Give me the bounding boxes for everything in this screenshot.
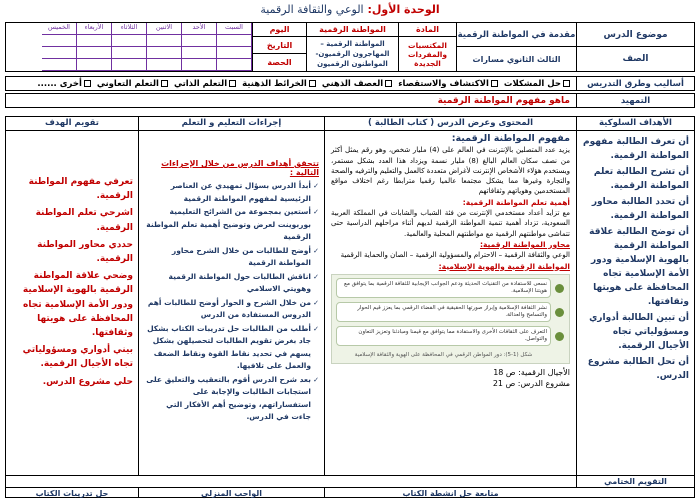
references	[331, 367, 570, 389]
procedures-column	[138, 117, 324, 475]
course-label: المادة	[398, 23, 456, 37]
figure-item: التعرف على الثقافات الأخرى والاستفادة مما يتوافق مع قيمنا ومبادئنا وتعزيز التعاون والتواصل.	[336, 326, 551, 346]
day-cell	[77, 35, 112, 47]
content-paragraph: مع تزايد أعداد مستخدمي الإنترنت من فئة الشباب والشابات في المملكة العربية السعودية، تزداد أهمية تنمية المواطنة الرقمية لديهم أثناء مراحلهم الدراسية حتى تتماشى مواطنتهم الرقمية مع مواطنتهم المحلية والعالمية.	[331, 209, 570, 238]
checkbox-icon[interactable]	[491, 80, 498, 87]
subject-value: مقدمة في المواطنة الرقمية	[456, 23, 576, 47]
evaluation-header: تقويم الهدف	[6, 117, 138, 131]
day-cell	[112, 47, 147, 59]
objective-item: أن تحدد الطالبة محاور المواطنة الرقمية.	[591, 197, 689, 221]
day-cell	[182, 47, 217, 59]
day-cell	[112, 35, 147, 47]
checkbox-icon[interactable]	[161, 80, 168, 87]
evaluation-item: بيني أدواري ومسؤولياتي تجاه الأجيال الرقمية.	[22, 345, 133, 370]
strategy-item[interactable]: أخرى ......	[37, 79, 90, 89]
day-cell	[112, 59, 147, 71]
day-cell	[217, 59, 252, 71]
unit-title	[0, 3, 700, 16]
procedure-item: ✓ بعد شرح الدرس أقوم بالتعقيب والتعليق على استجابات الطالبات والإجابة على استفساراتهم، وتوضيح أهم الأفكار التي جاءت في الدرس.	[144, 374, 319, 424]
checkbox-icon[interactable]	[563, 80, 570, 87]
bullet-icon	[555, 332, 564, 341]
day-cell	[77, 47, 112, 59]
strategy-item[interactable]: حل المشكلات	[504, 79, 570, 89]
day-cell	[42, 47, 77, 59]
checkbox-icon[interactable]	[229, 80, 236, 87]
lesson-grid	[5, 116, 695, 476]
identity-figure	[331, 274, 570, 364]
content-heading: مفهوم المواطنة الرقمية:	[451, 133, 570, 144]
evaluation-column	[6, 117, 138, 475]
objective-item: أن تشرح الطالبة تعلم المواطنة الرقمية.	[593, 167, 689, 191]
terms-label: المكتسبات والمفردات الجديدة	[398, 37, 456, 71]
day-cell	[147, 35, 182, 47]
evaluation-item: اشرحي تعلم المواطنة الرقمية.	[35, 208, 133, 233]
content-paragraph: يزيد عدد المتصلين بالإنترنت في العالم على (4) مليار شخص، وهو رقم يمثل أكثر من نصف سكان العالم البالغ (8) مليار نسمة ويزداد هذا العدد بشكل مستمر، ويستخدم هؤلاء الأشخاص الإنترنت لأغراض متعددة كالعمل والتعليم والترفيه والصحة والتجارة وغيرها مما يشكل مجتمعا عالميا رقميا مترابطا رغم اختلاف مواقع المستخدمين وهوياتهم وثقافاتهم	[331, 146, 570, 196]
strategy-item[interactable]: العصف الذهني	[322, 79, 392, 89]
strategies-list	[37, 77, 570, 90]
evaluation-item: تعرفي مفهوم المواطنة الرقمية.	[28, 177, 133, 202]
day-cell	[77, 59, 112, 71]
evaluation-list	[6, 131, 138, 475]
day-header: الأحد	[182, 23, 217, 35]
strategy-item[interactable]: الاكتشاف والاستقصاء	[398, 79, 498, 89]
procedures-body	[139, 131, 324, 475]
exercises-label: حل تدريبات الكتاب	[35, 489, 109, 498]
strategies-label: أساليب وطرق التدريس	[576, 77, 694, 90]
procedure-item: ✓ أطلب من الطالبات حل تدريبات الكتاب بشكل جاد بغرض تقويم الطالبات لتحصيلهن بشكل يسهم في تحديد نقاط القوة ونقاط الضعف والعمل على تلافيها.	[144, 323, 319, 373]
objective-item: أن تبين الطالبة أدواري ومسؤولياتي تجاه الأجيال الرقمية.	[589, 313, 689, 351]
day-header: الثلاثاء	[112, 23, 147, 35]
terms-value: المواطنة الرقمية – المهاجرون الرقميون- المواطنون الرقميون	[306, 37, 398, 71]
activities-label: متابعة حل انشطة الكتاب	[324, 488, 576, 497]
day-header: الاثنين	[147, 23, 182, 35]
figure-item: نسعى للاستفادة من التقنيات الحديثة ودعم الجوانب الإيجابية للثقافة الرقمية بما يتوافق مع هويتنا الإسلامية.	[336, 278, 551, 298]
content-subheading: محاور المواطنة الرقمية:	[479, 239, 570, 249]
day-cell	[217, 47, 252, 59]
date-label: التاريخ	[252, 37, 306, 54]
intro-label: التمهيد	[576, 94, 694, 107]
day-cell	[182, 59, 217, 71]
lesson-label: المواطنة الرقمية	[306, 23, 398, 37]
reference-item: الأجيال الرقمية: ص 18	[493, 368, 570, 378]
procedures-header: إجراءات التعليم و التعلم	[139, 117, 324, 131]
grade-label: الصف	[576, 47, 694, 71]
final-eval-value	[4, 476, 576, 487]
procedure-item: ✓ أبدأ الدرس بسؤال تمهيدي عن العناصر الرئيسية لمفهوم المواطنة الرقمية	[144, 180, 319, 205]
homework-label: الواجب المنزلي	[138, 488, 324, 497]
unit-label: الوحدة الأول:	[367, 3, 440, 16]
reference-item: مشروع الدرس: ص 21	[492, 379, 570, 389]
procedure-item: ✓ أوضح للطالبات من خلال الشرح محاور المواطنة الرقمية	[144, 245, 319, 270]
checkbox-icon[interactable]	[84, 80, 91, 87]
day-cell	[42, 59, 77, 71]
objective-item: أن تحل الطالبة مشروع الدرس.	[587, 357, 689, 381]
figure-item: نشر الثقافة الإسلامية وإبراز صورتها الحقيقية في الفضاء الرقمي بما يعزز قيم الحوار والتسامح والعدالة.	[336, 302, 551, 322]
bullet-icon	[555, 284, 564, 293]
procedures-list	[144, 180, 319, 424]
strategy-item[interactable]: التعلم الذاتي	[174, 79, 236, 89]
day-cell	[147, 59, 182, 71]
day-header: الخميس	[42, 23, 77, 35]
content-subheading: أهمية تعلم المواطنة الرقمية:	[462, 197, 570, 207]
day-cell	[217, 35, 252, 47]
figure-caption: شكل (1-5): دور المواطن الرقمي في المحافظة على الهوية والثقافة الإسلامية	[354, 351, 533, 358]
day-header: السبت	[217, 23, 252, 35]
unit-value: الوعي والثقافة الرقمية	[260, 3, 364, 16]
content-column	[324, 117, 576, 475]
days-grid	[6, 23, 252, 71]
day-cell	[147, 47, 182, 59]
subject-label: موضوع الدرس	[576, 23, 694, 47]
period-label: الحصة	[252, 54, 306, 71]
footer-row	[5, 476, 695, 488]
procedures-heading: تتحقق أهداف الدرس من خلال الإجراءات التالية :	[161, 159, 319, 177]
checkbox-icon[interactable]	[309, 80, 316, 87]
day-cell	[42, 35, 77, 47]
objectives-column	[576, 117, 694, 475]
strategies-row	[5, 76, 695, 91]
evaluation-item: وضحي علاقة المواطنة الرقمية بالهوية الإسلامية ودور الأمة الإسلامية تجاه المحافظة على هويتها وثقافتها.	[22, 271, 133, 339]
procedure-item: ✓ من خلال الشرح و الحوار أوضح للطالبات أهم الدروس المستفادة من الدرس	[144, 297, 319, 322]
checkbox-icon[interactable]	[385, 80, 392, 87]
objective-item: أن تعرف الطالبة مفهوم المواطنة الرقمية.	[582, 137, 689, 161]
day-cell	[182, 35, 217, 47]
intro-row	[5, 93, 695, 108]
evaluation-item: حددي محاور المواطنة الرقمية.	[37, 239, 133, 265]
strategy-item[interactable]: الخرائط الذهنية	[242, 79, 316, 89]
objective-item: أن توضح الطالبة علاقة المواطنة الرقمية بالهوية الإسلامية ودور الأمة الإسلامية تجاه المحافظة على هويتها وثقافتها.	[589, 227, 689, 307]
intro-value: ماهو مفهوم المواطنة الرقمية	[437, 95, 570, 106]
strategy-item[interactable]: التعلم التعاوني	[97, 79, 168, 89]
day-header: الأربعاء	[77, 23, 112, 35]
content-subheading: المواطنة الرقمية والهوية الإسلامية:	[438, 261, 570, 271]
content-body	[325, 131, 576, 475]
objectives-list	[577, 131, 694, 475]
footer-tasks-row	[5, 488, 695, 498]
objectives-header: الأهداف السلوكية	[577, 117, 694, 131]
procedure-item: ✓ اناقش الطالبات حول المواطنة الرقمية وهويتي الاسلامي	[144, 271, 319, 296]
bullet-icon	[555, 308, 564, 317]
content-paragraph: الوعي والثقافة الرقمية – الاحترام والمسؤولية الرقمية – الصان والحماية الرقمية	[340, 251, 570, 260]
procedure-item: ✓ أستعين بمجموعة من الشرائح التعليمية بوربوينت لعرض وتوضيح أهمية تعلم المواطنة الرقمية	[144, 206, 319, 244]
evaluation-item: حلي مشروع الدرس.	[42, 376, 133, 387]
content-header: المحتوى وعرض الدرس ( كتاب الطالبة )	[325, 117, 576, 131]
day-label: اليوم	[252, 23, 306, 37]
final-eval-label: التقويم الختامي	[576, 476, 694, 487]
grade-value: الثالث الثانوي مسارات	[456, 47, 576, 71]
header-table	[5, 22, 695, 72]
